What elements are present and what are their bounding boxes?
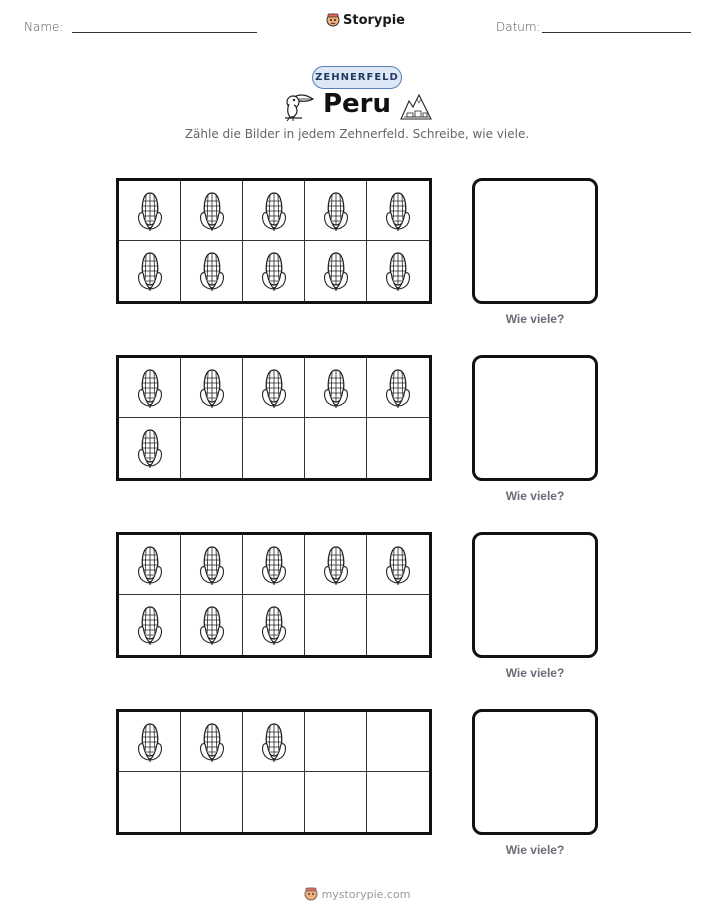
ten-frame-cell — [243, 358, 305, 418]
storypie-mascot-icon — [326, 12, 340, 28]
corn-icon — [135, 249, 165, 293]
corn-icon — [321, 249, 351, 293]
ten-frame-cell — [181, 358, 243, 418]
ten-frame-cell — [119, 535, 181, 595]
date-label: Datum: — [496, 20, 541, 34]
ten-frame-cell — [181, 418, 243, 478]
corn-icon — [135, 603, 165, 647]
corn-icon — [259, 603, 289, 647]
question-label: Wie viele? — [505, 666, 565, 680]
ten-frame-cell — [367, 712, 429, 772]
corn-icon — [321, 189, 351, 233]
question-label: Wie viele? — [505, 489, 565, 503]
ten-frame-cell — [243, 181, 305, 241]
corn-icon — [197, 366, 227, 410]
ten-frame-cell — [367, 535, 429, 595]
ten-frame-1 — [116, 178, 432, 304]
footer — [0, 886, 714, 902]
ten-frame-cell — [119, 712, 181, 772]
storypie-mascot-icon — [304, 886, 318, 902]
answer-box-2[interactable] — [472, 355, 598, 481]
corn-icon — [135, 426, 165, 470]
corn-icon — [383, 366, 413, 410]
ten-frame-cell — [305, 535, 367, 595]
ten-frame-cell — [305, 595, 367, 655]
ten-frame-cell — [181, 181, 243, 241]
ten-frame-cell — [119, 358, 181, 418]
corn-icon — [383, 543, 413, 587]
corn-icon — [135, 189, 165, 233]
corn-icon — [197, 603, 227, 647]
corn-icon — [383, 249, 413, 293]
corn-icon — [259, 543, 289, 587]
corn-icon — [259, 189, 289, 233]
ten-frame-cell — [305, 712, 367, 772]
worksheet-type-badge: ZEHNERFELD — [312, 66, 402, 89]
answer-box-4[interactable] — [472, 709, 598, 835]
ten-frame-3 — [116, 532, 432, 658]
ten-frame-cell — [181, 712, 243, 772]
ten-frame-cell — [367, 241, 429, 301]
corn-icon — [135, 720, 165, 764]
name-label: Name: — [24, 20, 64, 34]
answer-box-1[interactable] — [472, 178, 598, 304]
ten-frame-cell — [243, 772, 305, 832]
ten-frame-cell — [305, 181, 367, 241]
answer-box-3[interactable] — [472, 532, 598, 658]
ten-frame-2 — [116, 355, 432, 481]
corn-icon — [197, 249, 227, 293]
name-line[interactable] — [72, 32, 257, 33]
ten-frame-cell — [305, 241, 367, 301]
ten-frame-cell — [367, 772, 429, 832]
ten-frame-cell — [119, 772, 181, 832]
ten-frame-cell — [119, 595, 181, 655]
corn-icon — [383, 189, 413, 233]
ten-frame-cell — [181, 772, 243, 832]
ten-frame-cell — [367, 181, 429, 241]
brand-logo — [326, 12, 405, 28]
ten-frame-cell — [181, 595, 243, 655]
ten-frame-cell — [119, 418, 181, 478]
corn-icon — [259, 249, 289, 293]
ten-frame-cell — [305, 358, 367, 418]
machu-picchu-icon — [399, 91, 433, 121]
ten-frame-cell — [367, 595, 429, 655]
ten-frame-cell — [119, 181, 181, 241]
corn-icon — [259, 720, 289, 764]
corn-icon — [321, 366, 351, 410]
question-label: Wie viele? — [505, 312, 565, 326]
ten-frame-cell — [305, 418, 367, 478]
ten-frame-cell — [367, 358, 429, 418]
brand-name: Storypie — [343, 12, 405, 28]
corn-icon — [135, 543, 165, 587]
page-title: Peru — [322, 89, 392, 119]
ten-frame-cell — [305, 772, 367, 832]
ten-frame-cell — [243, 595, 305, 655]
ten-frame-cell — [243, 241, 305, 301]
ten-frame-cell — [243, 712, 305, 772]
corn-icon — [135, 366, 165, 410]
corn-icon — [259, 366, 289, 410]
ten-frame-4 — [116, 709, 432, 835]
instruction-text: Zähle die Bilder in jedem Zehnerfeld. Schreibe, wie viele. — [184, 127, 530, 141]
corn-icon — [321, 543, 351, 587]
footer-url[interactable]: mystorypie.com — [321, 887, 411, 901]
corn-icon — [197, 543, 227, 587]
ten-frame-cell — [119, 241, 181, 301]
ten-frame-cell — [181, 241, 243, 301]
ten-frame-cell — [181, 535, 243, 595]
ten-frame-cell — [367, 418, 429, 478]
question-label: Wie viele? — [505, 843, 565, 857]
date-line[interactable] — [542, 32, 691, 33]
ten-frame-cell — [243, 418, 305, 478]
ten-frame-cell — [243, 535, 305, 595]
corn-icon — [197, 189, 227, 233]
corn-icon — [197, 720, 227, 764]
